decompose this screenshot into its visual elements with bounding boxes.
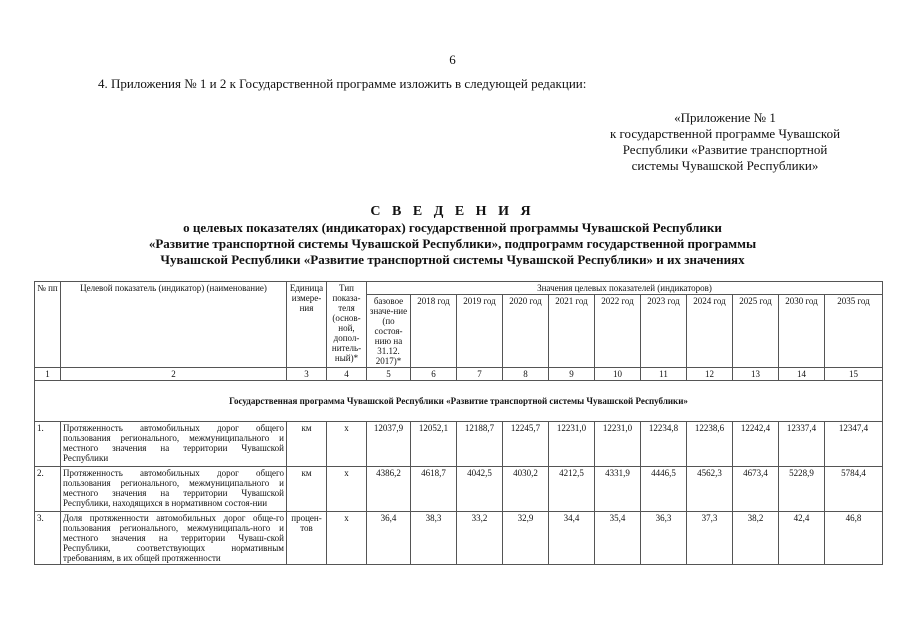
- row-indicator-name: Доля протяженности автомобильных дорог обще-го пользования регионального, межмуниципаль-ного и местного значения на территории Чуваш-ской Республики, соответствующих нормативным требованиям, в их общей протяженности: [61, 512, 287, 565]
- row-value: 4212,5: [549, 467, 595, 512]
- row-unit: процен-тов: [287, 512, 327, 565]
- table-header: [35, 282, 883, 368]
- row-type: х: [327, 467, 367, 512]
- row-value: 38,2: [733, 512, 779, 565]
- heading-line-4: Чувашской Республики «Развитие транспортной системы Чувашской Республики» и их значениях: [160, 252, 745, 267]
- column-number: 10: [595, 368, 641, 381]
- row-indicator-name: Протяженность автомобильных дорог общего пользования регионального, межмуниципального и местного значения на территории Чувашской Республики: [61, 422, 287, 467]
- header-year: 2021 год: [549, 295, 595, 368]
- column-number: 6: [411, 368, 457, 381]
- row-value: 12234,8: [641, 422, 687, 467]
- row-value: 12245,7: [503, 422, 549, 467]
- row-value: 4030,2: [503, 467, 549, 512]
- row-value: 12238,6: [687, 422, 733, 467]
- column-number: 11: [641, 368, 687, 381]
- row-number: 1.: [35, 422, 61, 467]
- column-number: 14: [779, 368, 825, 381]
- header-num: № пп: [35, 282, 61, 368]
- appendix-line-1: «Приложение № 1: [674, 110, 776, 125]
- appendix-caption: [560, 110, 890, 174]
- row-type: х: [327, 512, 367, 565]
- heading-title: С В Е Д Е Н И Я: [370, 204, 535, 219]
- heading-line-3: «Развитие транспортной системы Чувашской Республики», подпрограмм государственной программы: [148, 236, 757, 251]
- row-base-value: 4386,2: [367, 467, 411, 512]
- row-value: 42,4: [779, 512, 825, 565]
- column-number: 9: [549, 368, 595, 381]
- row-unit: км: [287, 422, 327, 467]
- column-number: 7: [457, 368, 503, 381]
- column-number: 13: [733, 368, 779, 381]
- header-year: 2018 год: [411, 295, 457, 368]
- row-value: 12337,4: [779, 422, 825, 467]
- table-row: [35, 512, 883, 565]
- row-value: 5784,4: [825, 467, 883, 512]
- appendix-line-2: к государственной программе Чувашской: [609, 126, 841, 141]
- column-number: 2: [61, 368, 287, 381]
- row-value: 33,2: [457, 512, 503, 565]
- header-type: Тип показа-теля (основ-ной, допол-нитель-ный)*: [327, 282, 367, 368]
- row-value: 46,8: [825, 512, 883, 565]
- header-name: Целевой показатель (индикатор) (наименование): [61, 282, 287, 368]
- row-value: 4042,5: [457, 467, 503, 512]
- table-row: [35, 422, 883, 467]
- row-value: 37,3: [687, 512, 733, 565]
- header-year: 2023 год: [641, 295, 687, 368]
- row-value: 4618,7: [411, 467, 457, 512]
- row-value: 4562,3: [687, 467, 733, 512]
- header-year: 2022 год: [595, 295, 641, 368]
- row-unit: км: [287, 467, 327, 512]
- header-unit: Единица измере-ния: [287, 282, 327, 368]
- row-value: 35,4: [595, 512, 641, 565]
- column-number: 4: [327, 368, 367, 381]
- column-number: 3: [287, 368, 327, 381]
- section-title: Государственная программа Чувашской Республики «Развитие транспортной системы Чувашской Республики»: [35, 381, 883, 422]
- row-value: 38,3: [411, 512, 457, 565]
- row-value: 12188,7: [457, 422, 503, 467]
- header-year: 2025 год: [733, 295, 779, 368]
- row-value: 12052,1: [411, 422, 457, 467]
- appendix-line-3: Республики «Развитие транспортной: [622, 142, 828, 157]
- appendix-line-4: системы Чувашской Республики»: [631, 158, 819, 173]
- header-values-group: Значения целевых показателей (индикаторов): [367, 282, 883, 295]
- row-value: 5228,9: [779, 467, 825, 512]
- section-row: [35, 381, 883, 422]
- column-number: 5: [367, 368, 411, 381]
- header-row-1: [35, 282, 883, 295]
- row-value: 12231,0: [595, 422, 641, 467]
- row-number: 3.: [35, 512, 61, 565]
- header-year: 2020 год: [503, 295, 549, 368]
- column-number: 15: [825, 368, 883, 381]
- row-base-value: 36,4: [367, 512, 411, 565]
- table-row: [35, 467, 883, 512]
- row-value: 36,3: [641, 512, 687, 565]
- row-value: 4673,4: [733, 467, 779, 512]
- header-year: 2035 год: [825, 295, 883, 368]
- row-value: 34,4: [549, 512, 595, 565]
- heading-line-2: о целевых показателях (индикаторах) государственной программы Чувашской Республики: [183, 220, 722, 235]
- row-number: 2.: [35, 467, 61, 512]
- intro-paragraph: 4. Приложения № 1 и 2 к Государственной программе изложить в следующей редакции:: [98, 76, 587, 91]
- header-year: 2024 год: [687, 295, 733, 368]
- row-value: 12231,0: [549, 422, 595, 467]
- row-type: х: [327, 422, 367, 467]
- row-value: 12347,4: [825, 422, 883, 467]
- indicators-table: [34, 281, 883, 565]
- row-value: 4331,9: [595, 467, 641, 512]
- row-base-value: 12037,9: [367, 422, 411, 467]
- column-number: 1: [35, 368, 61, 381]
- header-year: 2030 год: [779, 295, 825, 368]
- column-number-row: [35, 368, 883, 381]
- row-value: 12242,4: [733, 422, 779, 467]
- row-value: 32,9: [503, 512, 549, 565]
- column-number: 8: [503, 368, 549, 381]
- header-base: базовое значе-ние (по состоя-нию на 31.12. 2017)*: [367, 295, 411, 368]
- header-year: 2019 год: [457, 295, 503, 368]
- column-number: 12: [687, 368, 733, 381]
- row-value: 4446,5: [641, 467, 687, 512]
- document-heading: [0, 203, 905, 268]
- page-number: 6: [449, 52, 456, 67]
- row-indicator-name: Протяженность автомобильных дорог общего пользования регионального, межмуниципального и местного значения на территории Чувашской Республики, находящихся в нормативном состоя-нии: [61, 467, 287, 512]
